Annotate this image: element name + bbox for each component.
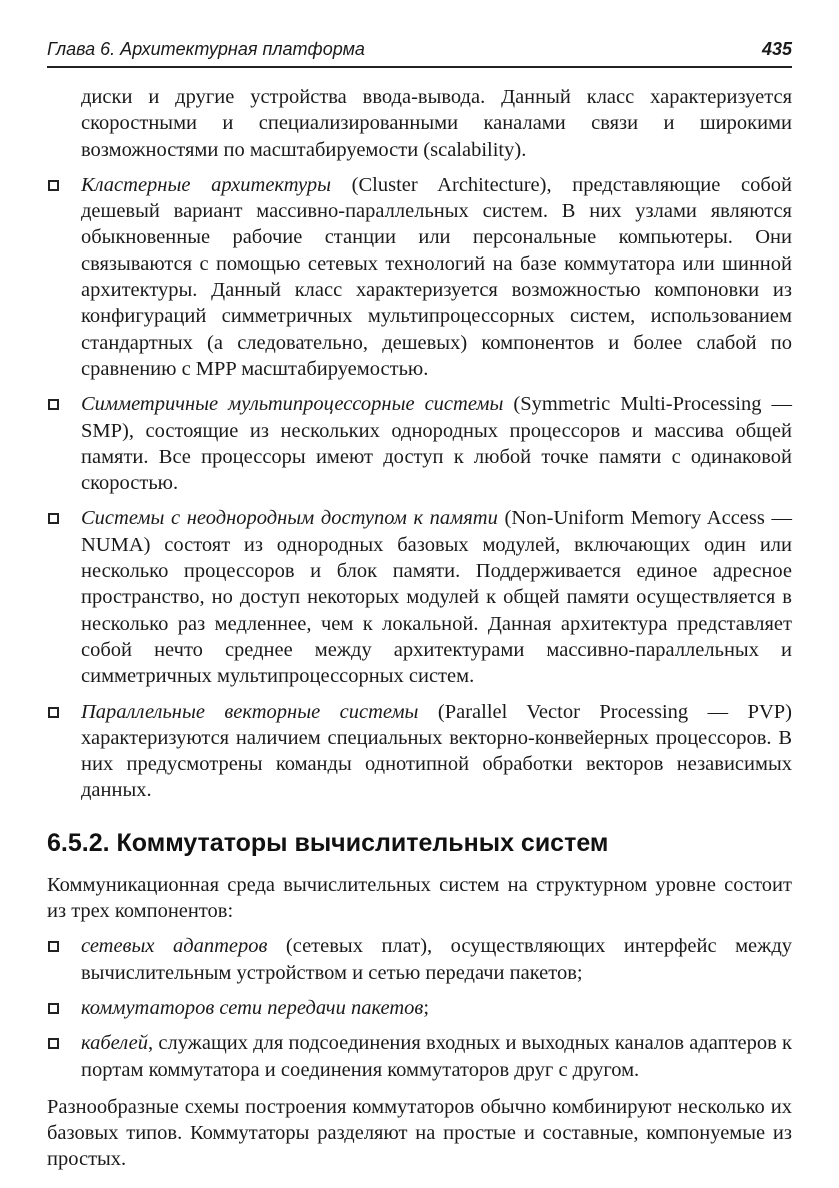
list-item-cables: [47, 1030, 792, 1083]
list-item-adapters: [47, 933, 792, 986]
definition: (Non-Uniform Memory Access — NUMA) состоят из однородных базовых модулей, включающих один или несколько процессоров и блок памяти. Поддерживается единое адресное пространство, но доступ некоторых модулей к общей памяти осуществляется в несколько раз медленнее, чем к локальной. Данная архитектура представляет собой нечто среднее между архитектурами массивно-параллельных и симметричных мультипроцессорных систем.: [81, 507, 792, 688]
term: Параллельные векторные системы: [81, 700, 419, 723]
page-number: 435: [761, 39, 792, 59]
checkbox-bullet-icon: [48, 513, 59, 524]
list-item-text: [81, 391, 792, 496]
list-item-numa: [47, 505, 792, 689]
checkbox-bullet-icon: [48, 707, 59, 718]
section-intro: Коммуникационная среда вычислительных систем на структурном уровне состоит из трех компонентов:: [47, 873, 792, 923]
term: Кластерные архитектуры: [81, 173, 332, 196]
term: кабелей: [81, 1032, 149, 1055]
list-item-text: [81, 172, 792, 382]
definition: ;: [423, 996, 430, 1019]
running-header: [47, 36, 792, 68]
term: коммутаторов сети передачи пакетов: [81, 996, 424, 1019]
definition: (Symmetric Multi-Processing — SMP), состоящие из нескольких однородных процессоров и массива общей памяти. Все процессоры имеют доступ к любой точке памяти с одинаковой скоростью.: [81, 393, 792, 495]
term: Симметричные мультипроцессорные системы: [81, 393, 504, 416]
list-item-text: [81, 933, 792, 986]
definition: (Cluster Architecture), представляющие собой дешевый вариант массивно-параллельных систем. В них узлами являются обыкновенные рабочие станции или персональные компьютеры. Они связываются с помощью сетевых технологий на базе коммутатора или шинной архитектуры. Данный класс характеризуется возможностью компоновки из конфигураций симметричных мультипроцессорных систем, использованием стандартных (а следовательно, дешевых) компонентов и более слабой по сравнению с MPP масштабируемостью.: [81, 173, 792, 380]
chapter-title: Глава 6. Архитектурная платформа: [47, 39, 365, 59]
list-item-pvp: [47, 699, 792, 804]
list-item-smp: [47, 391, 792, 496]
checkbox-bullet-icon: [48, 399, 59, 410]
checkbox-bullet-icon: [48, 1003, 59, 1014]
definition: (сетевых плат), осуществляющих интерфейс между вычислительным устройством и сетью передачи пакетов;: [81, 935, 792, 984]
definition: , служащих для подсоединения входных и выходных каналов адаптеров к портам коммутатора и соединения коммутаторов друг с другом.: [81, 1032, 792, 1081]
checkbox-bullet-icon: [48, 941, 59, 952]
page-body: [47, 84, 792, 1173]
section-heading: 6.5.2. Коммутаторы вычислительных систем: [47, 828, 609, 857]
list-item-text: [81, 699, 792, 804]
list-item-text: [81, 1030, 792, 1083]
intro-continuation: диски и другие устройства ввода-вывода. Данный класс характеризуется скоростными и специализированными каналами связи и широкими возможностями по масштабируемости (scalability).: [81, 86, 792, 161]
list-item-cluster: [47, 172, 792, 382]
list-item-text: [81, 505, 792, 689]
definition: (Parallel Vector Processing — PVP) характеризуются наличием специальных векторно-конвейерных процессоров. В них предусмотрены команды однотипной обработки векторов независимых данных.: [81, 700, 792, 802]
term: сетевых адаптеров: [81, 935, 268, 958]
list-item-text: [81, 995, 792, 1021]
term: Системы с неоднородным доступом к памяти: [81, 507, 498, 530]
list-item-switches: [47, 995, 792, 1021]
closing-paragraph: Разнообразные схемы построения коммутаторов обычно комбинируют несколько их базовых типов. Коммутаторы разделяют на простые и составные, компонуемые из простых.: [47, 1095, 792, 1171]
checkbox-bullet-icon: [48, 1038, 59, 1049]
checkbox-bullet-icon: [48, 180, 59, 191]
